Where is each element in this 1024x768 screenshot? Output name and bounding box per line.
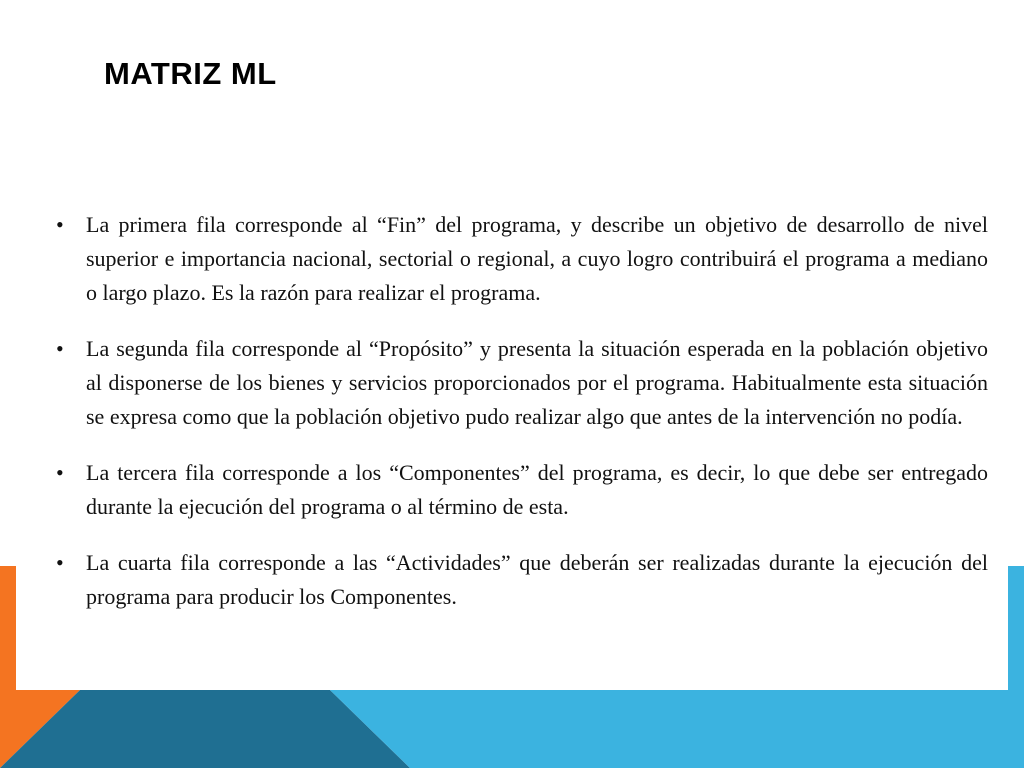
slide-title: MATRIZ ML [104,56,277,91]
bullet-dot: • [56,212,64,237]
bullet-text: La segunda fila corresponde al “Propósito” y presenta la situación esperada en la población objetivo al disponerse de los bienes y servicios proporcionados por el programa. Habitualmente esta situación se expresa como que la población objetivo pudo realizar algo que antes de la intervención no podía. [86,336,988,429]
bullet-item-componentes [16,456,1008,524]
bullet-text: La tercera fila corresponde a los “Componentes” del programa, es decir, lo que debe ser entregado durante la ejecución del programa o al término de esta. [86,460,988,519]
bullet-item-actividades [16,546,1008,614]
bullet-dot: • [56,550,64,575]
bullet-dot: • [56,460,64,485]
bullet-list [16,208,1008,636]
bullet-text: La cuarta fila corresponde a las “Actividades” que deberán ser realizadas durante la ejecución del programa para producir los Componentes. [86,550,988,609]
bullet-dot: • [56,336,64,361]
bullet-text: La primera fila corresponde al “Fin” del programa, y describe un objetivo de desarrollo de nivel superior e importancia nacional, sectorial o regional, a cuyo logro contribuirá el programa a mediano o largo plazo. Es la razón para realizar el programa. [86,212,988,305]
bullet-item-fin [16,208,1008,310]
document-excerpt [16,190,1008,689]
bullet-item-proposito [16,332,1008,434]
